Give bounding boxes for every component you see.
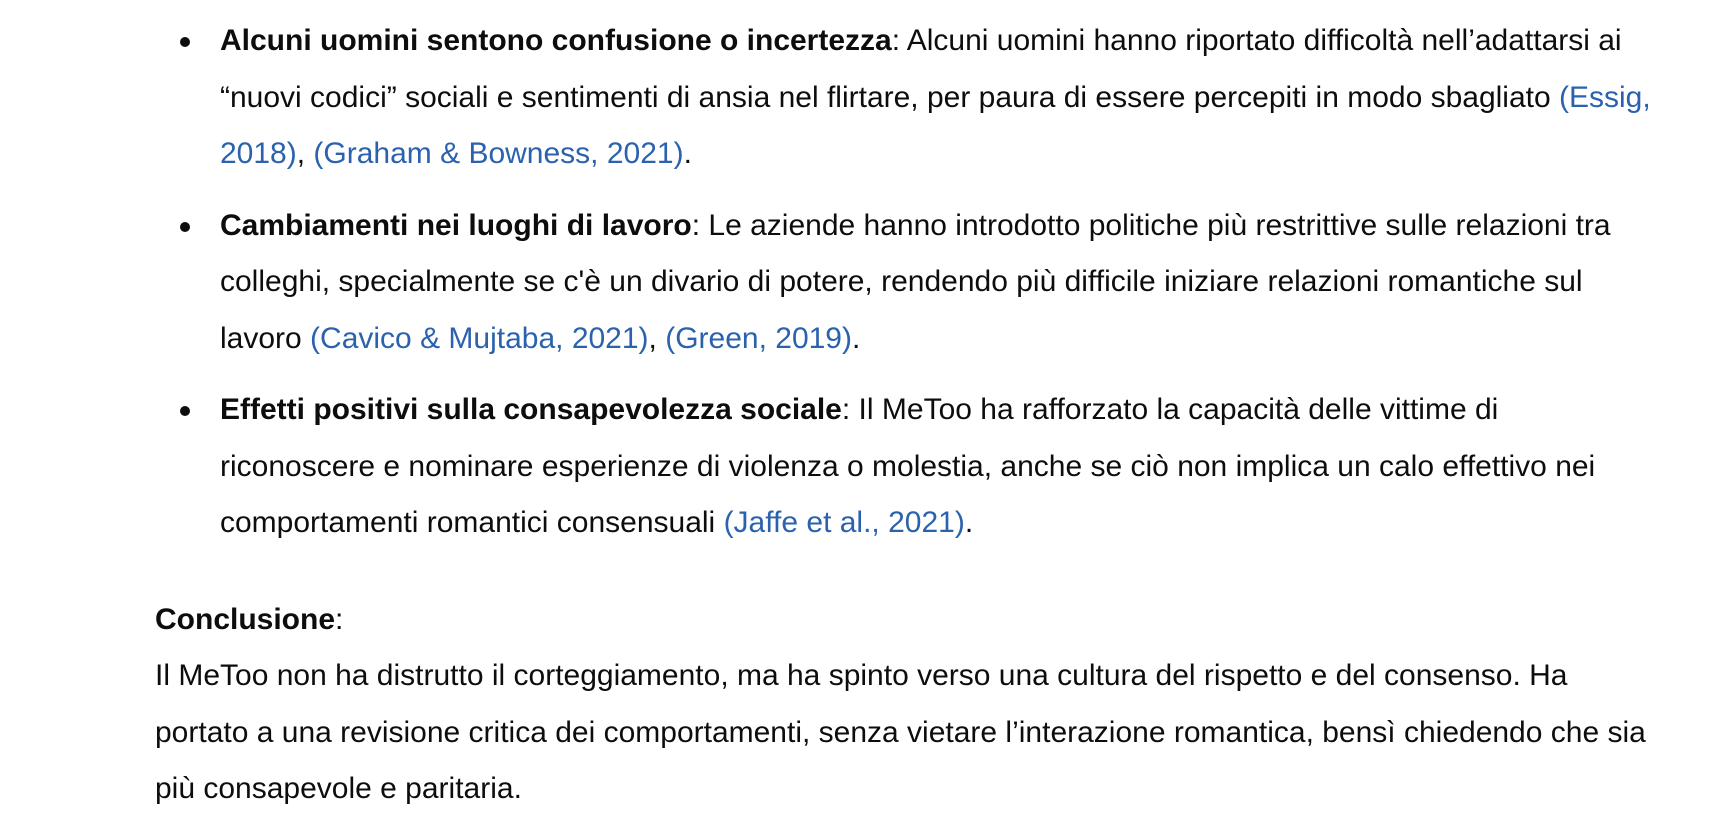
list-item <box>155 13 1655 183</box>
bullet-icon <box>180 406 190 416</box>
item-text: Alcuni uomini hanno riportato difficoltà nell’adattarsi ai “nuovi codici” sociali e sentimenti di ansia nel flirtare, per paura di essere percepiti in modo sbagliato <box>220 24 1622 114</box>
citation-separator: , <box>296 137 314 170</box>
conclusion-heading <box>155 592 1655 649</box>
item-heading: Cambiamenti nei luoghi di lavoro <box>220 208 692 242</box>
item-end: . <box>964 506 974 539</box>
heading-separator: : <box>891 24 901 57</box>
citation-link[interactable]: (Essig, 2018) <box>220 80 1651 170</box>
heading-separator: : <box>691 208 701 242</box>
citation-link[interactable]: (Graham & Bowness, 2021) <box>313 137 684 170</box>
list-item <box>155 198 1655 368</box>
list-item <box>155 382 1655 552</box>
item-text: Il MeToo ha rafforzato la capacità delle vittime di riconoscere e nominare esperienze di violenza o molestia, anche se ciò non implica un calo effettivo nei comportamenti romantici consensuali <box>220 393 1596 539</box>
citation-link[interactable]: (Jaffe et al., 2021) <box>723 506 965 539</box>
bullet-icon <box>180 222 190 232</box>
citation-link[interactable]: (Cavico & Mujtaba, 2021) <box>310 321 649 355</box>
heading-separator: : <box>335 602 344 636</box>
response-content <box>155 13 1655 818</box>
conclusion-title: Conclusione <box>155 602 336 636</box>
heading-separator: : <box>841 393 851 426</box>
citation-link[interactable]: (Green, 2019) <box>665 321 852 355</box>
item-end: . <box>683 137 692 170</box>
item-end: . <box>852 321 861 355</box>
citation-separator: , <box>648 321 666 355</box>
bullet-list <box>155 13 1655 552</box>
bullet-icon <box>180 37 190 47</box>
item-heading: Alcuni uomini sentono confusione o incertezza <box>220 24 892 57</box>
conclusion-paragraph: Il MeToo non ha distrutto il corteggiamento, ma ha spinto verso una cultura del rispetto e del consenso. Ha portato a una revisione critica dei comportamenti, senza vietare l’interazione romantica, bensì chiedendo che sia più consapevole e paritaria. <box>155 659 1646 805</box>
item-text: Le aziende hanno introdotto politiche più restrittive sulle relazioni tra colleghi, specialmente se c'è un divario di potere, rendendo più difficile iniziare relazioni romantiche sul lavoro <box>220 208 1611 355</box>
item-heading: Effetti positivi sulla consapevolezza sociale <box>220 393 842 426</box>
